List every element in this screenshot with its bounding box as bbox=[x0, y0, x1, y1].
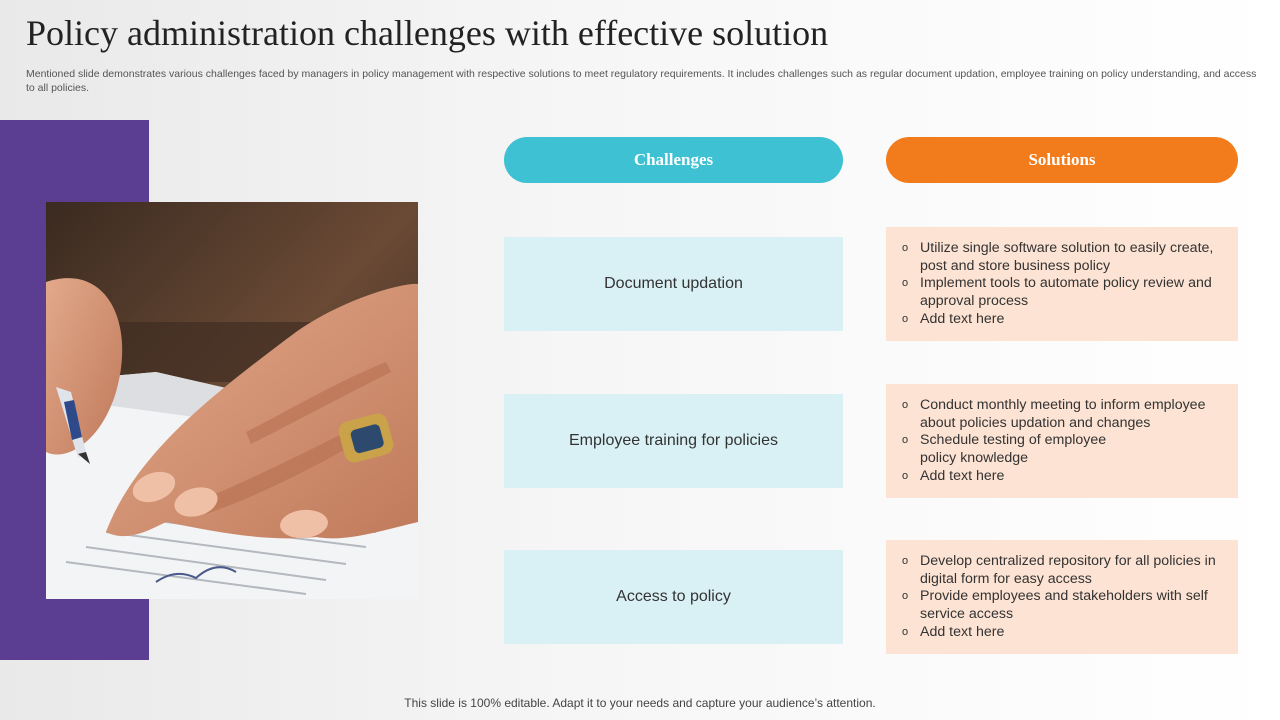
bullet-icon: o bbox=[902, 555, 909, 567]
bullet-icon: o bbox=[902, 590, 909, 603]
solution-item: o Conduct monthly meeting to inform employee about policies updation and changes bbox=[902, 397, 1206, 431]
bullet-icon: o bbox=[902, 469, 909, 482]
solution-item: o Schedule testing of employee policy knowledge bbox=[902, 432, 1107, 467]
bullet-icon: o bbox=[902, 625, 909, 638]
bullet-icon: o bbox=[902, 434, 909, 447]
solution-list bbox=[902, 240, 1224, 329]
solution-item: o Provide employees and stakeholders with self service access bbox=[902, 588, 1208, 623]
slide-title: Policy administration challenges with effective solution bbox=[26, 13, 829, 53]
solution-box-document-updation bbox=[886, 227, 1238, 341]
slide-subtitle: Mentioned slide demonstrates various challenges faced by managers in policy management with respective solutions to meet regulatory requirements. It includes challenges such as regular document updation, employee training on policy understanding, and access to all policies. bbox=[26, 68, 1257, 94]
bullet-icon: o bbox=[902, 399, 909, 411]
bullet-icon: o bbox=[902, 312, 909, 325]
solution-item: o Implement tools to automate policy review and approval process bbox=[902, 275, 1212, 310]
challenge-box-employee-training: Employee training for policies bbox=[504, 394, 843, 488]
solution-item: o Develop centralized repository for all policies in digital form for easy access bbox=[902, 553, 1216, 587]
solution-box-employee-training bbox=[886, 384, 1238, 498]
solution-item: o Add text here bbox=[902, 623, 1005, 640]
bullet-icon: o bbox=[902, 277, 909, 290]
solution-item: o Add text here bbox=[902, 467, 1005, 484]
challenge-box-document-updation: Document updation bbox=[504, 237, 843, 331]
bullet-icon: o bbox=[902, 242, 909, 254]
solution-list bbox=[902, 397, 1224, 486]
solution-item: o Utilize single software solution to easily create, post and store business policy bbox=[902, 240, 1214, 274]
challenge-box-access-to-policy: Access to policy bbox=[504, 550, 843, 644]
slide-footer: This slide is 100% editable. Adapt it to your needs and capture your audience’s attention. bbox=[404, 696, 876, 710]
solutions-header: Solutions bbox=[886, 137, 1238, 183]
solution-list bbox=[902, 553, 1224, 642]
hand-signing-document-photo bbox=[46, 202, 418, 599]
solution-box-access-to-policy bbox=[886, 540, 1238, 654]
solution-item: o Add text here bbox=[902, 310, 1005, 327]
challenges-header: Challenges bbox=[504, 137, 843, 183]
